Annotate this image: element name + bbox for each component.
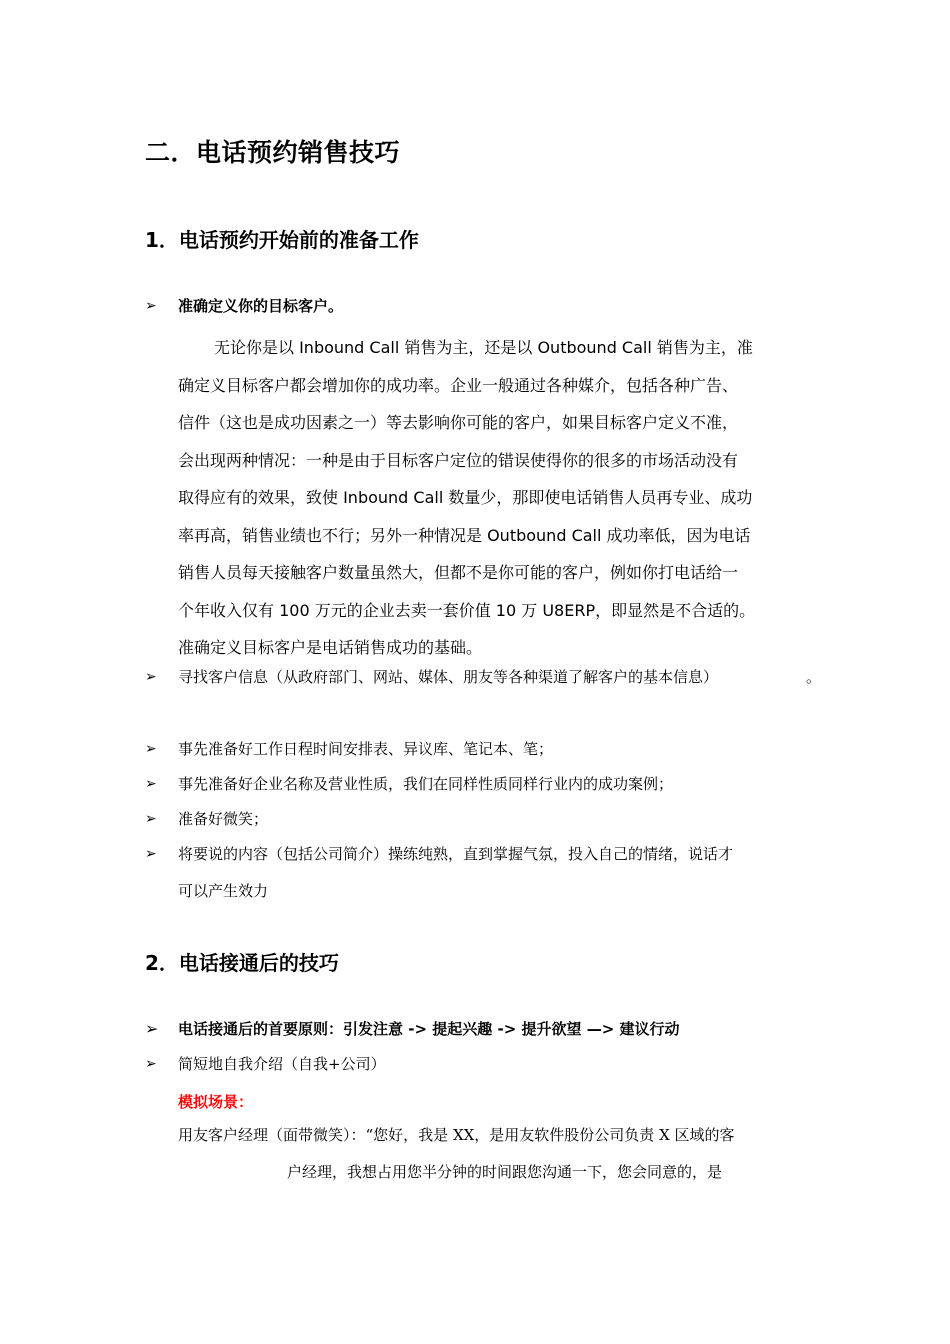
arrow-bullet-icon: ➢ — [145, 846, 157, 862]
bullet-label: 事先准备好工作日程时间安排表、异议库、笔记本、笔； — [178, 740, 554, 758]
bullet-label: 寻找客户信息（从政府部门、网站、媒体、朋友等各种渠道了解客户的基本信息） — [178, 668, 719, 686]
part1-heading: 1．电话预约开始前的准备工作 — [145, 228, 419, 252]
bullet-label: 准备好微笑； — [178, 810, 269, 828]
paragraph-line: 确定义目标客户都会增加你的成功率。企业一般通过各种媒介，包括各种广告、 — [178, 375, 739, 395]
arrow-bullet-icon: ➢ — [145, 776, 157, 792]
target-customer-paragraph — [178, 329, 818, 667]
paragraph-line: 准确定义目标客户是电话销售成功的基础。 — [178, 638, 483, 657]
dialog-line: 用友客户经理（面带微笑）：“您好，我是 XX，是用友软件股份公司负责 X 区域的客 — [178, 1126, 735, 1144]
bullet-label: 简短地自我介绍（自我+公司） — [178, 1055, 386, 1073]
bullet-continuation: 可以产生效力 — [178, 882, 269, 900]
bullet-end-mark: 。 — [806, 668, 822, 686]
paragraph-line: 个年收入仅有 100 万元的企业去卖一套价值 10 万 U8ERP，即显然是不合适的。 — [178, 600, 756, 620]
section-title: 二．电话预约销售技巧 — [145, 138, 401, 167]
arrow-bullet-icon: ➢ — [145, 1019, 159, 1038]
paragraph-line: 取得应有的效果，致使 Inbound Call 数量少，那即使电话销售人员再专业、成功 — [178, 488, 753, 507]
arrow-bullet-icon: ➢ — [145, 669, 157, 685]
arrow-bullet-icon: ➢ — [145, 298, 157, 314]
scene-label: 模拟场景： — [178, 1093, 254, 1111]
arrow-bullet-icon: ➢ — [145, 1056, 157, 1072]
bullet-label: 将要说的内容（包括公司简介）操练纯熟，直到掌握气氛，投入自己的情绪，说话才 — [178, 845, 734, 863]
bullet-label: 事先准备好企业名称及营业性质，我们在同样性质同样行业内的成功案例； — [178, 775, 674, 793]
bullet-customer-info — [145, 665, 845, 689]
paragraph-line: 会出现两种情况：一种是由于目标客户定位的错误使得你的很多的市场活动没有 — [178, 450, 739, 470]
dialog-line: 户经理，我想占用您半分钟的时间跟您沟通一下，您会同意的，是 — [287, 1163, 723, 1181]
paragraph-line: 信件（这也是成功因素之一）等去影响你可能的客户，如果目标客户定义不准， — [178, 413, 739, 432]
bullet-label: 电话接通后的首要原则：引发注意 -> 提起兴趣 -> 提升欲望 —> 建议行动 — [178, 1020, 680, 1038]
part2-heading: 2．电话接通后的技巧 — [145, 951, 339, 975]
paragraph-line: 销售人员每天接触客户数量虽然大，但都不是你可能的客户，例如你打电话给一 — [178, 563, 739, 582]
paragraph-line: 无论你是以 Inbound Call 销售为主，还是以 Outbound Call 销售为主，准 — [214, 338, 753, 357]
paragraph-line: 率再高，销售业绩也不行；另外一种情况是 Outbound Call 成功率低，因为电话 — [178, 525, 751, 545]
arrow-bullet-icon: ➢ — [145, 811, 157, 827]
arrow-bullet-icon: ➢ — [145, 741, 157, 757]
bullet-label: 准确定义你的目标客户。 — [178, 297, 344, 315]
